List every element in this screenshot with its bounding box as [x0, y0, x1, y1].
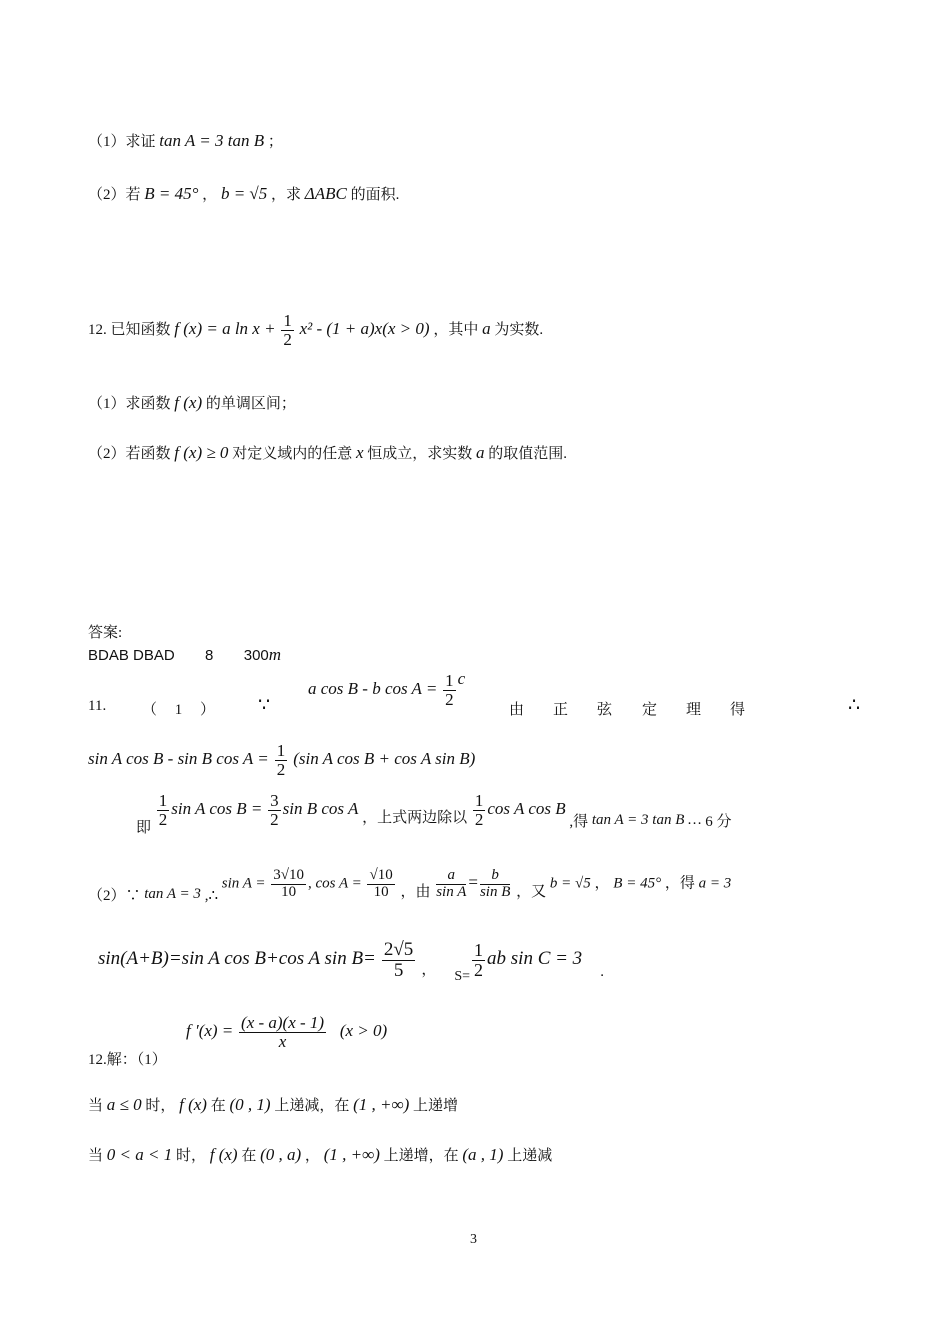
sol11-line2 [88, 742, 475, 779]
sol11-line3-f1-den: 2 [158, 809, 168, 829]
sol12-case2-dec: 上递减 [507, 1148, 553, 1164]
sol11-word: 定 [642, 702, 658, 718]
sol11-line3-t3: cos A cos B [487, 798, 566, 818]
sol12-case2-when-prefix: 当 [88, 1148, 104, 1164]
sol11-line3-result: tan A = 3 tan B … [591, 811, 702, 828]
sol12-deriv-cond: (x > 0) [339, 1020, 388, 1040]
sol11-p2-r1-den: sin A [436, 883, 467, 900]
sol11-p2-sinA-den: 10 [281, 883, 297, 900]
sol11-p2-cosA-frac [367, 868, 394, 901]
sol11-p2-line2-expr: sin(A+B)=sin A cos B+cos A sin B= [98, 948, 376, 970]
q11-part2-label: （2）若 [88, 187, 141, 203]
sol11-p2-B: B = 45° [613, 875, 662, 892]
sol11-line3-t2: sin B cos A [282, 798, 359, 818]
sol11-line3-t1: sin A cos B = [171, 798, 263, 818]
q12-tail-a: ，其中 [433, 321, 479, 338]
sol11-line3-frac1 [157, 792, 170, 829]
sol12-deriv-lhs: f ′(x) = [186, 1020, 234, 1040]
sol11-p2-b: b = √5 [549, 875, 591, 892]
q11-part2 [88, 183, 399, 204]
sol11-p2-end: . [600, 964, 604, 981]
sol11-p2-ratio1 [436, 868, 466, 901]
sol11-p2-sep: ,∴ [204, 887, 218, 904]
q11-part2-B: B = 45° [144, 184, 199, 203]
sol12-case1-inc: 上递增 [413, 1098, 459, 1114]
sol11-p2-again: ，又 [516, 883, 547, 900]
q12-func-lhs: f (x) = a ln x + [174, 318, 276, 338]
sol12-case2 [88, 1144, 552, 1165]
q12-part2 [88, 442, 567, 463]
sol12-deriv-frac [239, 1014, 326, 1051]
q12-label: 12. 已知函数 [88, 321, 171, 338]
answers-title: 答案: [88, 625, 123, 641]
q11-part2-b: b = √5 [220, 184, 268, 203]
sol11-line3-get: ,得 [569, 813, 589, 830]
sol11-p2-eq: = [468, 872, 478, 892]
answers-blank2: 300 [243, 647, 269, 664]
sol11-p2-line2-num: 2√5 [383, 939, 414, 960]
q12-part2-end: 的取值范围. [488, 446, 568, 462]
sol12-case2-sep: ， [304, 1148, 320, 1164]
sol11-p2-ratio2 [480, 868, 510, 901]
sol11-p2-S-den: 2 [474, 959, 484, 980]
q11-part2-end: 的面积. [350, 187, 400, 203]
sol12-case1-in: 在 [210, 1098, 226, 1114]
sol11-line3-f1-num: 1 [158, 791, 168, 810]
sol12-case2-interval1: (0 , a) [260, 1145, 302, 1164]
q12-part2-mid: 对定义域内的任意 [232, 446, 353, 462]
q12-part1-label: （1）求函数 [88, 396, 171, 412]
sol11-word: 弦 [597, 702, 613, 718]
sol11-eq1-lhs: a cos B - b cos A = [308, 678, 438, 698]
sol11-label: 11. [88, 698, 107, 714]
sol11-line2-lhs: sin A cos B - sin B cos A = [88, 749, 269, 769]
sol12-case1-interval2: (1 , +∞) [353, 1095, 410, 1114]
q11-part1-label: （1）求证 [88, 134, 156, 150]
sol11-eq1 [308, 668, 466, 709]
sol11-eq1-c: c [457, 668, 466, 688]
sol11-word: 正 [553, 702, 569, 718]
sol11-p2-sinA: sin A = [221, 875, 266, 892]
page-number: 3 [470, 1232, 477, 1247]
answers-blank2-unit: m [268, 645, 282, 664]
sol11-p2-cosA-num: √10 [369, 867, 393, 883]
sol11-p2-S-frac [472, 941, 485, 980]
sol12-case2-interval2: (1 , +∞) [323, 1145, 380, 1164]
sol11-p2-cosA-den: 10 [373, 883, 389, 900]
q11-part2-sep: ， [202, 187, 218, 203]
sol11-eq1-den: 2 [445, 689, 454, 709]
sol11-word: 理 [686, 702, 702, 718]
sol12-derivative [186, 1014, 387, 1051]
sol11-p2-S: S= [454, 969, 471, 985]
sol11-p2-S-num: 1 [474, 940, 484, 961]
sol11-eq1-frac [443, 672, 456, 709]
answers-line [88, 645, 281, 665]
sol12-case2-when: 时， [175, 1148, 206, 1164]
sol11-p2-get: ，得 [664, 875, 695, 892]
sol11-p2-S-rhs: ab sin C = 3 [487, 948, 583, 970]
q12-frac-num: 1 [283, 311, 292, 330]
sol11-p2-sinA-num: 3√10 [273, 867, 304, 883]
sol11-eq1-num: 1 [445, 671, 454, 690]
sol11-line3-f3-num: 1 [474, 791, 484, 810]
sol11-p2-sinA-frac [271, 868, 306, 901]
q12-func-frac [281, 312, 294, 349]
sol11-p2-line2-frac [382, 940, 415, 981]
q12-part2-x: x [355, 443, 364, 462]
sol11-line3-f3-den: 2 [474, 809, 484, 829]
q12-part1 [88, 392, 296, 413]
sol11-line3-f2-den: 2 [270, 809, 279, 829]
sol11-line3 [136, 791, 732, 836]
sol11-word: 得 [730, 702, 746, 718]
q12-frac-den: 2 [283, 329, 292, 349]
q12-part2-mid2: 恒成立，求实数 [367, 446, 473, 462]
sol11-p2-r2-num: b [480, 868, 510, 885]
answers-blank1: 8 [205, 647, 214, 664]
sol11-line3-prefix: 即 [136, 819, 152, 836]
sol11-line3-mid: ，上式两边除以 [362, 809, 468, 826]
sol11-p2-tanA: tan A = 3 [144, 885, 201, 902]
sol11-p2-r1-num: a [436, 868, 466, 885]
sol11-p2-a: a = 3 [698, 875, 732, 892]
sol11-because-symbol: ∵ [258, 695, 271, 716]
sol12-case2-interval3: (a , 1) [462, 1145, 504, 1164]
sol11-p2-r2-den: sin B [479, 883, 511, 900]
answers-choices: BDAB DBAD [88, 647, 175, 664]
q12-part2-a: a [476, 443, 485, 462]
sol11-p2-label: （2）∵ [88, 887, 141, 904]
sol11-word: 由 [509, 702, 525, 718]
sol12-case2-f: f (x) [209, 1145, 238, 1164]
sol12-case2-inc: 上递增，在 [383, 1148, 459, 1164]
sol12-case1-when-prefix: 当 [88, 1098, 104, 1114]
sol11-line2-den: 2 [276, 759, 286, 779]
sol11-line3-f2-num: 3 [270, 791, 279, 810]
sol11-line3-frac2 [268, 792, 281, 829]
q12-part2-label: （2）若函数 [88, 446, 171, 462]
sol11-part2-line1 [88, 867, 732, 904]
sol12-case1-when: 时， [145, 1098, 176, 1114]
sol11-part: （ 1 ） [142, 702, 216, 718]
sol11-line3-score: 6 分 [705, 813, 732, 830]
q12-statement [88, 312, 543, 349]
sol11-p2-line2-sep: ， [421, 962, 437, 979]
sol12-case2-in: 在 [241, 1148, 257, 1164]
sol12-case1-cond: a ≤ 0 [106, 1095, 142, 1114]
sol11-p2-comma: , [307, 875, 312, 892]
sol11-p2-cosA: cos A = [315, 875, 362, 892]
sol12-case1-dec: 上递减，在 [274, 1098, 350, 1114]
sol12-case2-cond: 0 < a < 1 [106, 1145, 173, 1164]
q11-part2-triangle: ΔABC [304, 184, 347, 203]
sol11-line2-num: 1 [276, 741, 286, 760]
q12-tail-b: 为实数. [494, 321, 544, 338]
sol11-line2-rhs: (sin A cos B + cos A sin B) [293, 749, 476, 769]
sol12-case1-interval1: (0 , 1) [229, 1095, 271, 1114]
sol11-part2-line2 [98, 939, 604, 985]
sol11-p2-by: ，由 [400, 883, 431, 900]
q11-part2-mid: ，求 [271, 187, 302, 203]
sol11-line2-frac [275, 742, 288, 779]
sol11-p2-c2: ， [594, 875, 610, 892]
sol11-therefore-symbol: ∴ [848, 695, 861, 716]
q12-part1-end: 的单调区间； [205, 396, 296, 412]
sol12-case1 [88, 1094, 458, 1115]
q11-part1 [88, 130, 283, 151]
sol11-line3-frac3 [473, 792, 486, 829]
sol12-case1-f: f (x) [179, 1095, 207, 1114]
q11-part1-end: ； [267, 134, 283, 150]
q12-var-a: a [482, 318, 491, 338]
q11-part1-math: tan A = 3 tan B [159, 131, 265, 150]
sol12-deriv-num: (x - a)(x - 1) [241, 1013, 325, 1032]
q12-func-rhs: x² - (1 + a)x(x > 0) [299, 318, 430, 338]
sol12-deriv-den: x [278, 1031, 287, 1051]
q12-part2-f: f (x) ≥ 0 [174, 443, 229, 462]
q12-part1-f: f (x) [174, 393, 203, 412]
sol12-label: 12.解：（1） [88, 1052, 167, 1068]
sol11-p2-line2-den: 5 [393, 959, 404, 981]
